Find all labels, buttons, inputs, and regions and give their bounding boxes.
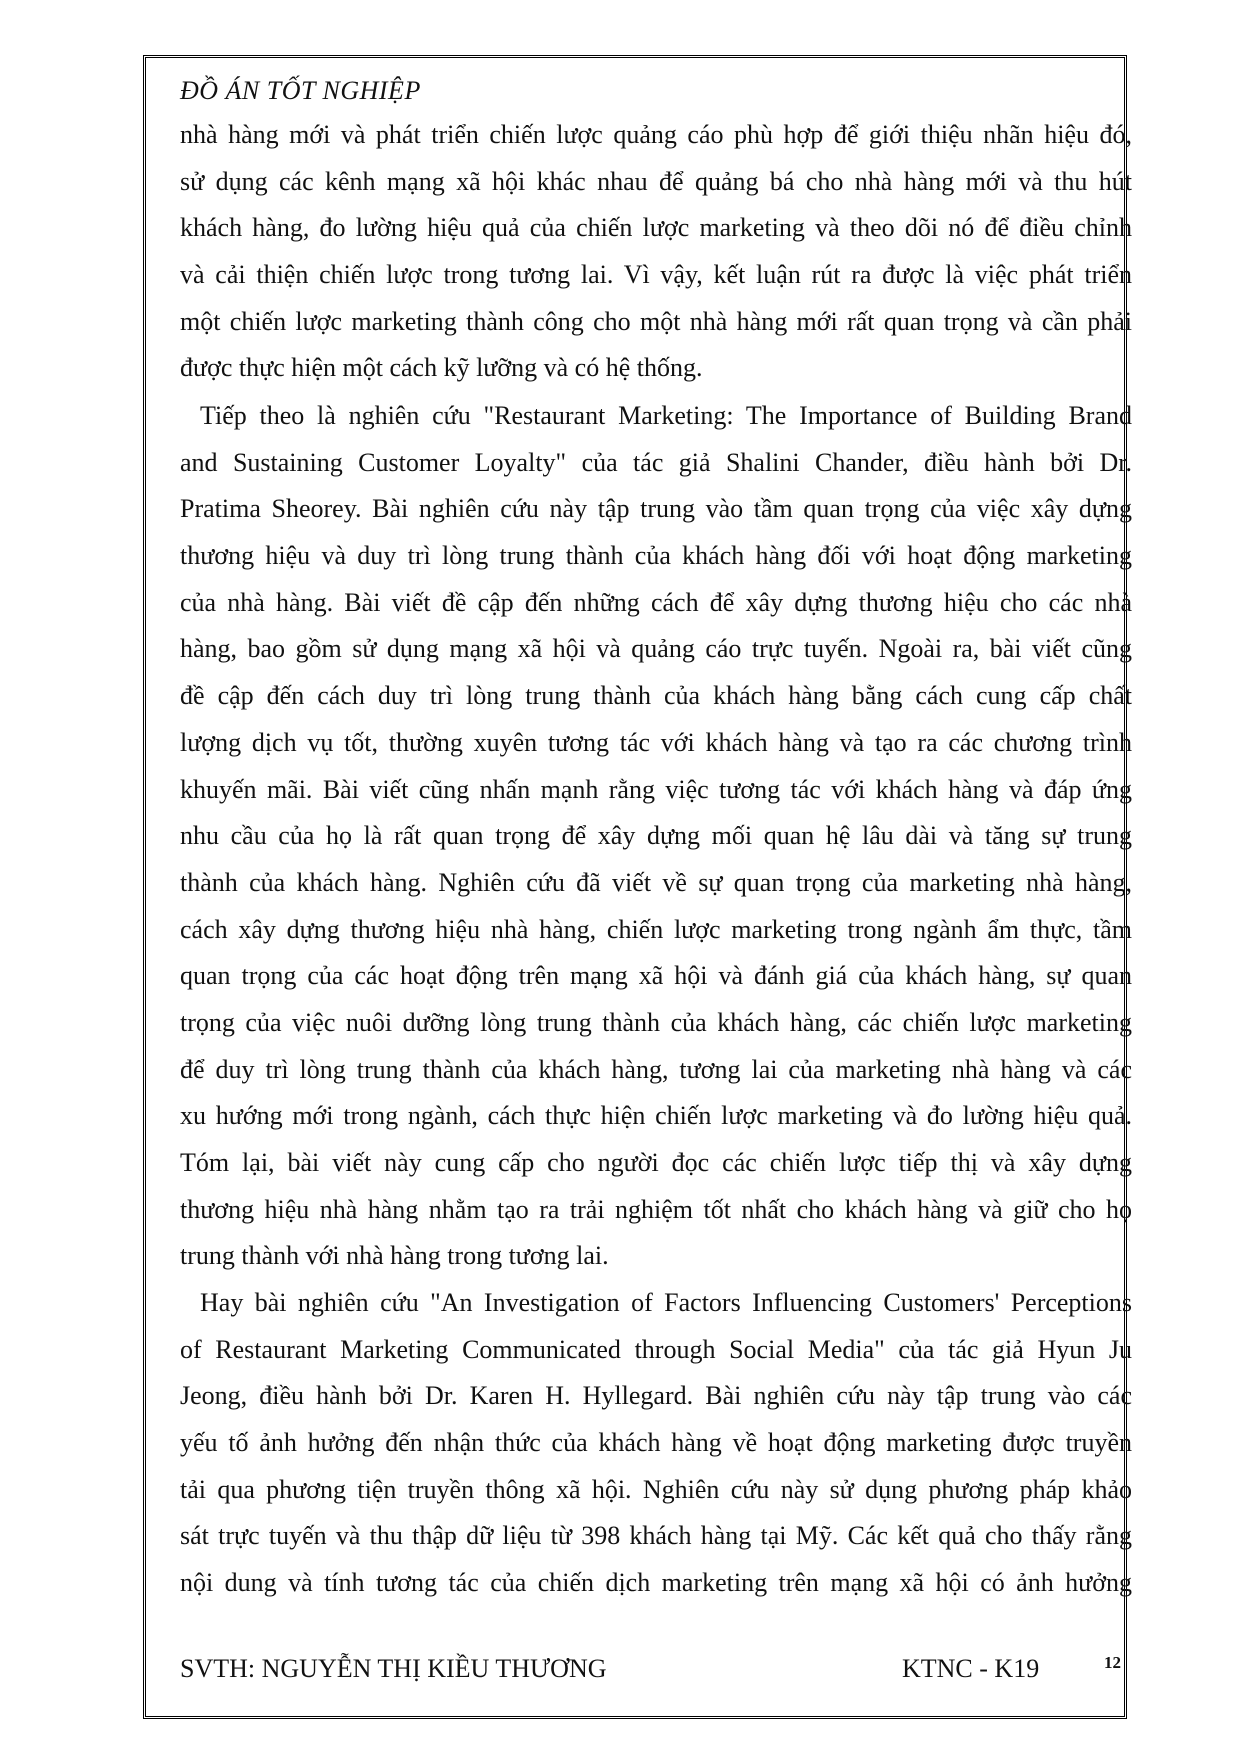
page-header-title: ĐỒ ÁN TỐT NGHIỆP [180,76,421,105]
text-line: thương hiệu nhà hàng nhằm tạo ra trải nghiệm tốt nhất cho khách hàng và giữ cho họ [180,1194,1132,1224]
text-line: sát trực tuyến và thu thập dữ liệu từ 398 khách hàng tại Mỹ. Các kết quả cho thấy rằng [180,1521,1132,1551]
footer-class-code: KTNC - K19 [902,1654,1040,1683]
text-line: lượng dịch vụ tốt, thường xuyên tương tác với khách hàng và tạo ra các chương trình [180,727,1132,757]
page-number: 12 [1104,1653,1121,1672]
text-line: khuyến mãi. Bài viết cũng nhấn mạnh rằng việc tương tác với khách hàng và đáp ứng [180,774,1132,804]
text-line: cách xây dựng thương hiệu nhà hàng, chiến lược marketing trong ngành ẩm thực, tầm [180,914,1132,944]
text-line: khách hàng, đo lường hiệu quả của chiến lược marketing và theo dõi nó để điều chỉnh [180,213,1132,243]
paragraph-2 [180,393,1132,1280]
text-line: tải qua phương tiện truyền thông xã hội. Nghiên cứu này sử dụng phương pháp khảo [180,1474,1132,1504]
text-line: Hay bài nghiên cứu "An Investigation of Factors Influencing Customers' Perceptions [200,1288,1132,1317]
text-line: nhu cầu của họ là rất quan trọng để xây dựng mối quan hệ lâu dài và tăng sự trung [180,821,1132,851]
paragraph-1 [180,112,1132,392]
text-line: thương hiệu và duy trì lòng trung thành của khách hàng đối với hoạt động marketing [180,541,1132,571]
text-line: và cải thiện chiến lược trong tương lai. Vì vậy, kết luận rút ra được là việc phát triển [180,260,1132,290]
text-line: Pratima Sheorey. Bài nghiên cứu này tập trung vào tầm quan trọng của việc xây dựng [180,494,1132,524]
text-line: của nhà hàng. Bài viết đề cập đến những cách để xây dựng thương hiệu cho các nhà [180,587,1132,617]
text-line: nội dung và tính tương tác của chiến dịch marketing trên mạng xã hội có ảnh hưởng [180,1568,1132,1598]
text-line: Jeong, điều hành bởi Dr. Karen H. Hyllegard. Bài nghiên cứu này tập trung vào các [180,1381,1132,1411]
text-line: xu hướng mới trong ngành, cách thực hiện chiến lược marketing và đo lường hiệu quả. [180,1101,1132,1131]
text-line: trung thành với nhà hàng trong tương lai. [180,1241,609,1271]
text-line: thành của khách hàng. Nghiên cứu đã viết về sự quan trọng của marketing nhà hàng, [180,867,1132,897]
text-line: để duy trì lòng trung thành của khách hàng, tương lai của marketing nhà hàng và các [180,1054,1132,1084]
text-line: một chiến lược marketing thành công cho một nhà hàng mới rất quan trọng và cần phải [180,306,1132,336]
text-line: đề cập đến cách duy trì lòng trung thành của khách hàng bằng cách cung cấp chất [180,681,1132,711]
text-line: sử dụng các kênh mạng xã hội khác nhau để quảng bá cho nhà hàng mới và thu hút [180,166,1132,196]
text-line: and Sustaining Customer Loyalty" của tác giả Shalini Chander, điều hành bởi Dr. [180,447,1132,477]
text-line: nhà hàng mới và phát triển chiến lược quảng cáo phù hợp để giới thiệu nhãn hiệu đó, [180,120,1132,149]
text-line: Tiếp theo là nghiên cứu "Restaurant Marketing: The Importance of Building Brand [200,401,1132,430]
text-line: hàng, bao gồm sử dụng mạng xã hội và quảng cáo trực tuyến. Ngoài ra, bài viết cũng [180,634,1132,664]
paragraph-3 [180,1280,1132,1607]
text-line: trọng của việc nuôi dưỡng lòng trung thành của khách hàng, các chiến lược marketing [180,1007,1132,1037]
text-line: yếu tố ảnh hưởng đến nhận thức của khách hàng về hoạt động marketing được truyền [180,1428,1132,1458]
text-line: Tóm lại, bài viết này cung cấp cho người đọc các chiến lược tiếp thị và xây dựng [180,1148,1132,1177]
text-line: quan trọng của các hoạt động trên mạng xã hội và đánh giá của khách hàng, sự quan [180,961,1132,991]
text-line: of Restaurant Marketing Communicated through Social Media" của tác giả Hyun Ju [180,1334,1132,1364]
text-line: được thực hiện một cách kỹ lưỡng và có hệ thống. [180,353,703,383]
footer-author: SVTH: NGUYỄN THỊ KIỀU THƯƠNG [180,1654,607,1683]
